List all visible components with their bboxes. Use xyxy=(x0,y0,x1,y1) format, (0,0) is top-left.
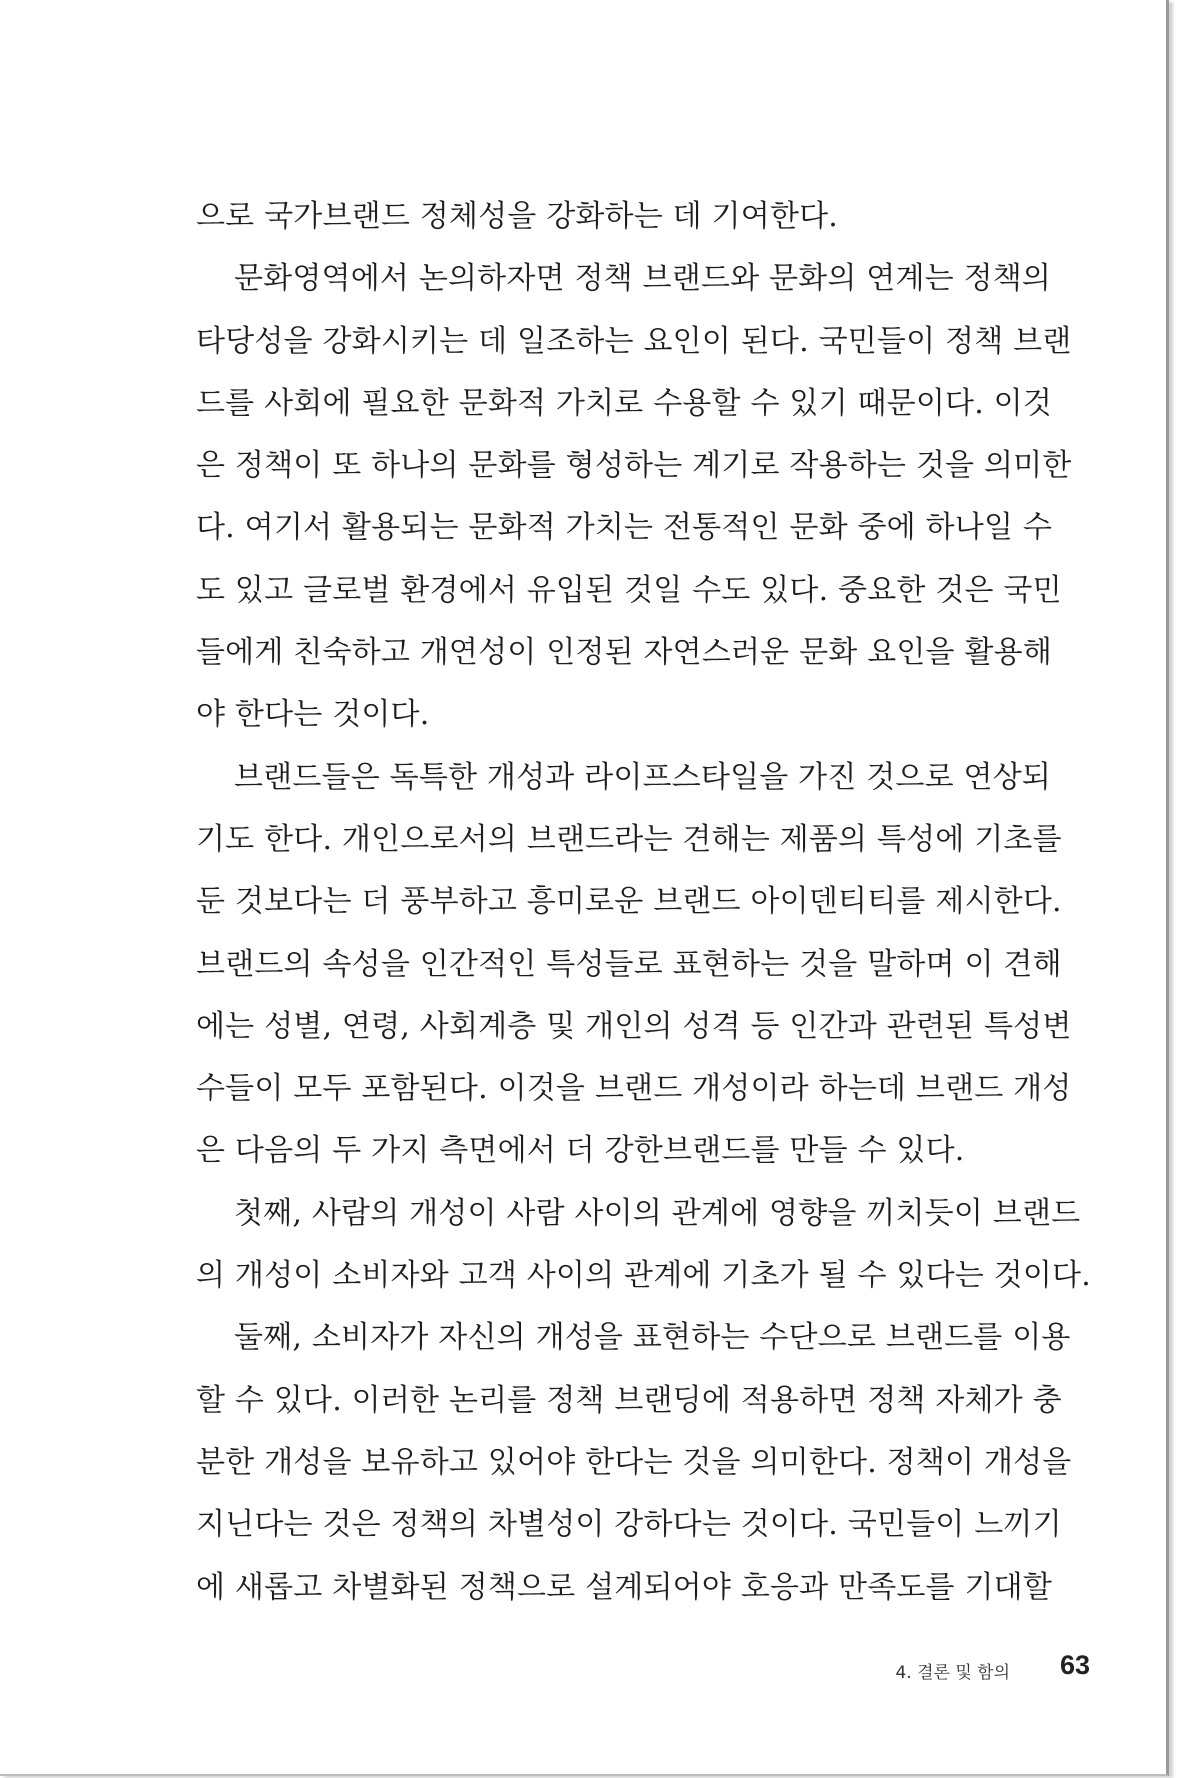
text-line: 으로 국가브랜드 정체성을 강화하는 데 기여한다. xyxy=(196,199,839,234)
text-line: 기도 한다. 개인으로서의 브랜드라는 견해는 제품의 특성에 기초를 xyxy=(196,821,1062,857)
text-line: 타당성을 강화시키는 데 일조하는 요인이 된다. 국민들이 정책 브랜 xyxy=(196,323,1072,359)
chapter-title: 4. 결론 및 함의 xyxy=(895,1663,1010,1683)
text-line: 에 새롭고 차별화된 정책으로 설계되어야 호응과 만족도를 기대할 xyxy=(196,1569,1053,1605)
text-line: 브랜드들은 독특한 개성과 라이프스타일을 가진 것으로 연상되 xyxy=(234,759,1052,795)
page-number: 63 xyxy=(1059,1650,1090,1680)
text-line: 들에게 친숙하고 개연성이 인정된 자연스러운 문화 요인을 활용해 xyxy=(196,635,1053,671)
text-line: 의 개성이 소비자와 고객 사이의 관계에 기초가 될 수 있다는 것이다. xyxy=(196,1258,1091,1294)
page-footer xyxy=(0,1650,1090,1690)
text-line: 브랜드의 속성을 인간적인 특성들로 표현하는 것을 말하며 이 견해 xyxy=(196,946,1062,982)
text-line: 드를 사회에 필요한 문화적 가치로 수용할 수 있기 때문이다. 이것 xyxy=(196,385,1053,421)
body-text xyxy=(196,186,1091,1619)
text-line: 도 있고 글로벌 환경에서 유입된 것일 수도 있다. 중요한 것은 국민 xyxy=(196,572,1062,608)
text-line: 둘째, 소비자가 자신의 개성을 표현하는 수단으로 브랜드를 이용 xyxy=(234,1320,1071,1356)
text-line: 문화영역에서 논의하자면 정책 브랜드와 문화의 연계는 정책의 xyxy=(234,261,1052,297)
text-line: 다. 여기서 활용되는 문화적 가치는 전통적인 문화 중에 하나일 수 xyxy=(196,510,1053,546)
text-line: 할 수 있다. 이러한 논리를 정책 브랜딩에 적용하면 정책 자체가 충 xyxy=(196,1382,1062,1418)
text-line: 에는 성별, 연령, 사회계층 및 개인의 성격 등 인간과 관련된 특성변 xyxy=(196,1008,1072,1044)
text-line: 은 다음의 두 가지 측면에서 더 강한브랜드를 만들 수 있다. xyxy=(196,1133,965,1169)
text-line: 첫째, 사람의 개성이 사람 사이의 관계에 영향을 끼치듯이 브랜드 xyxy=(234,1195,1081,1231)
text-line: 둔 것보다는 더 풍부하고 흥미로운 브랜드 아이덴티티를 제시한다. xyxy=(196,884,1062,920)
text-line: 분한 개성을 보유하고 있어야 한다는 것을 의미한다. 정책이 개성을 xyxy=(196,1444,1072,1480)
text-line: 수들이 모두 포함된다. 이것을 브랜드 개성이라 하는데 브랜드 개성 xyxy=(196,1071,1072,1107)
text-line: 은 정책이 또 하나의 문화를 형성하는 계기로 작용하는 것을 의미한 xyxy=(196,448,1072,484)
text-line: 야 한다는 것이다. xyxy=(196,697,430,733)
text-line: 지닌다는 것은 정책의 차별성이 강하다는 것이다. 국민들이 느끼기 xyxy=(196,1507,1062,1543)
